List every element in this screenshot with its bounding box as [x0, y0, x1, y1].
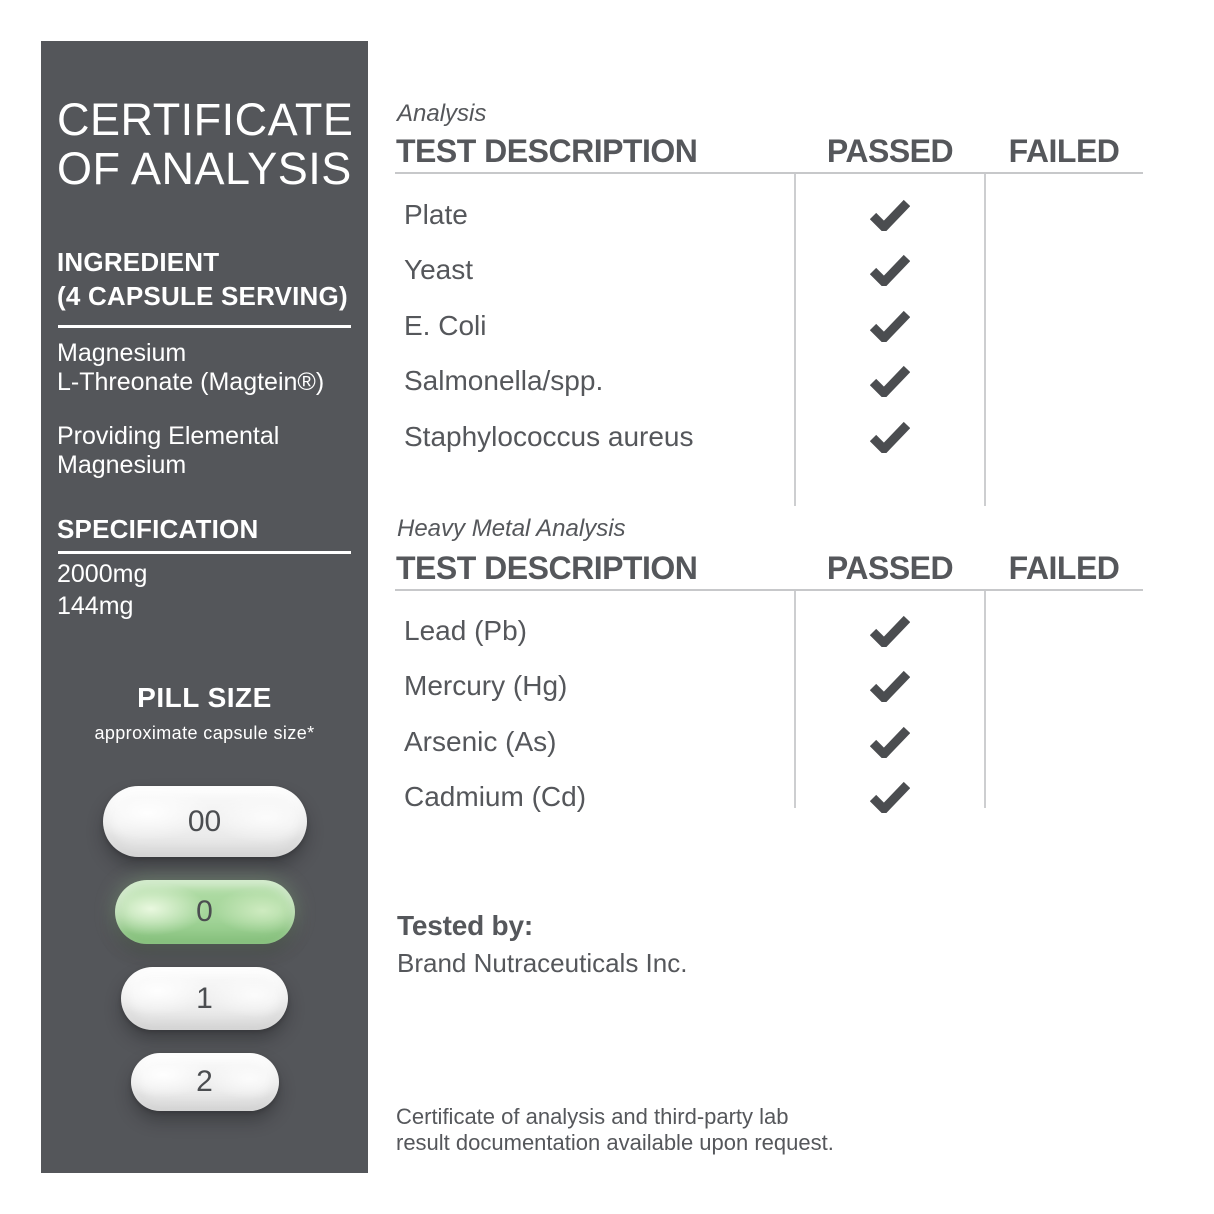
specification-heading: SPECIFICATION	[57, 514, 259, 544]
analysis-table-rows	[395, 187, 1143, 465]
pill-size-0-highlighted	[115, 880, 295, 944]
pill-size-heading: PILL SIZE	[137, 682, 272, 713]
column-header-failed: FAILED	[1008, 550, 1120, 586]
footer-note-line1: Certificate of analysis and third-party lab	[396, 1104, 789, 1129]
checkmark-icon	[870, 310, 910, 342]
test-name: Mercury (Hg)	[404, 670, 568, 702]
pill-label: 00	[187, 804, 222, 838]
passed-cell	[795, 421, 985, 453]
test-name: Staphylococcus aureus	[404, 420, 694, 452]
table-row	[395, 409, 1143, 465]
passed-cell	[795, 781, 985, 813]
test-name: Yeast	[404, 254, 474, 286]
pill-size-chart	[41, 786, 368, 1111]
page-title-line1: CERTIFICATE	[57, 94, 354, 145]
checkmark-icon	[870, 199, 910, 231]
specification-value-total: 2000mg	[57, 560, 148, 588]
pill-label: 1	[196, 981, 213, 1015]
checkmark-icon	[870, 421, 910, 453]
table-row	[395, 659, 1143, 715]
table-row	[395, 770, 1143, 826]
tested-by-label: Tested by:	[397, 910, 533, 941]
analysis-header-rule	[395, 172, 1143, 174]
pill-size-2	[131, 1053, 279, 1111]
ingredient-item-magnesium	[57, 339, 324, 397]
test-name: Plate	[404, 198, 468, 230]
footer-note	[396, 1104, 834, 1156]
specification-divider	[58, 551, 351, 554]
table-row	[395, 714, 1143, 770]
ingredient-divider	[58, 325, 351, 328]
ingredient-heading	[57, 245, 348, 313]
pill-size-00	[103, 786, 307, 857]
pill-size-1	[121, 967, 288, 1030]
passed-cell	[795, 199, 985, 231]
specification-values	[57, 558, 147, 622]
table-row	[395, 243, 1143, 299]
checkmark-icon	[870, 615, 910, 647]
passed-cell	[795, 670, 985, 702]
ingredient-item-elemental	[57, 422, 279, 480]
sidebar	[41, 41, 368, 1173]
test-name: Cadmium (Cd)	[404, 781, 587, 813]
passed-cell	[795, 310, 985, 342]
checkmark-icon	[870, 365, 910, 397]
ingredient-item-line: Providing Elemental	[57, 422, 280, 450]
test-name: Lead (Pb)	[404, 614, 527, 646]
analysis-section-label: Analysis	[397, 100, 487, 127]
ingredient-heading-line1: INGREDIENT	[57, 247, 220, 277]
heavy-metal-table-rows	[395, 603, 1143, 825]
table-row	[395, 187, 1143, 243]
checkmark-icon	[870, 670, 910, 702]
footer-note-line2: result documentation available upon request.	[396, 1130, 834, 1155]
checkmark-icon	[870, 781, 910, 813]
column-header-test-description: TEST DESCRIPTION	[396, 133, 698, 169]
test-name: E. Coli	[404, 309, 487, 341]
ingredient-item-line: L-Threonate (Magtein®)	[57, 368, 325, 396]
test-name: Salmonella/spp.	[404, 365, 604, 397]
table-row	[395, 354, 1143, 410]
checkmark-icon	[870, 726, 910, 758]
ingredient-item-line: Magnesium	[57, 339, 187, 367]
tested-by-company: Brand Nutraceuticals Inc.	[397, 948, 688, 978]
table-row	[395, 298, 1143, 354]
passed-cell	[795, 726, 985, 758]
passed-cell	[795, 254, 985, 286]
heavy-metal-section-label: Heavy Metal Analysis	[397, 515, 626, 542]
specification-value-elemental: 144mg	[57, 592, 134, 620]
ingredient-item-line: Magnesium	[57, 451, 187, 479]
pill-label: 2	[196, 1065, 213, 1098]
passed-cell	[795, 365, 985, 397]
column-header-test-description: TEST DESCRIPTION	[396, 550, 698, 586]
analysis-table-header	[396, 133, 1144, 170]
ingredient-heading-line2: (4 CAPSULE SERVING)	[57, 281, 348, 311]
checkmark-icon	[870, 254, 910, 286]
heavy-metal-table-header	[396, 550, 1144, 587]
heavy-metal-header-rule	[395, 589, 1143, 591]
page-title	[57, 95, 353, 193]
column-header-failed: FAILED	[1008, 133, 1120, 169]
pill-label: 0	[196, 895, 213, 928]
column-header-passed: PASSED	[826, 133, 954, 169]
page-title-line2: OF ANALYSIS	[57, 143, 352, 194]
test-name: Arsenic (As)	[404, 725, 557, 757]
passed-cell	[795, 615, 985, 647]
column-header-passed: PASSED	[826, 550, 954, 586]
table-row	[395, 603, 1143, 659]
pill-size-subheading: approximate capsule size*	[94, 723, 315, 743]
